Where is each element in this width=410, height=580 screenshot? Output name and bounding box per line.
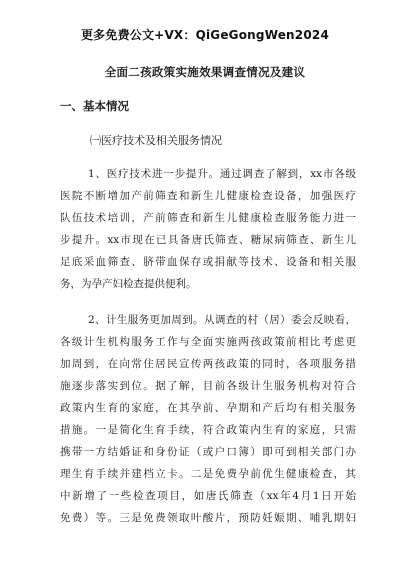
- paragraph-line: 理生育手续并建档立卡。二是免费孕前优生健康检查，其: [60, 468, 356, 480]
- paragraph-line: 医院不断增加产前筛查和新生儿健康检查设备，加强医疗: [60, 190, 356, 202]
- section-heading: 一、基本情况: [60, 99, 129, 113]
- paragraph-medical-technology: [60, 163, 356, 295]
- paragraph-line: 务，为孕产妇检查提供便利。: [60, 278, 197, 290]
- subsection-heading: ㈠医疗技术及相关服务情况: [90, 134, 222, 147]
- paragraph-line: 措施。一是简化生育手续，符合政策内生育的家庭，只需: [60, 424, 356, 436]
- paragraph-line: 步提升。xx市现在已具备唐氏筛查、糖尿病筛查、新生儿: [60, 234, 356, 246]
- paragraph-line: 加周到，在向常住居民宣传两孩政策的同时，各项服务措: [60, 358, 356, 370]
- paragraph-line: 足底采血筛查、脐带血保存或捐献等技术、设备和相关服: [60, 256, 356, 268]
- paragraph-line: 2、计生服务更加周到。从调查的村（居）委会反映看，: [88, 314, 356, 326]
- paragraph-family-planning-services: [60, 309, 356, 529]
- paragraph-line: 携带一方结婚证和身份证（或户口簿）即可到相关部门办: [60, 446, 356, 458]
- paragraph-line: 免费）等。三是免费领取叶酸片，预防妊娠期、哺乳期妇: [60, 512, 356, 524]
- paragraph-line: 政策内生育的家庭，在其孕前、孕期和产后均有相关服务: [60, 402, 356, 414]
- paragraph-line: 各级计生机构服务工作与全面实施两孩政策前相比考虑更: [60, 336, 356, 348]
- paragraph-line: 中新增了一些检查项目，如唐氏筛查（xx年4月1日开始: [60, 490, 356, 502]
- watermark-header: 更多免费公文+VX：QiGeGongWen2024: [80, 28, 329, 42]
- document-title: 全面二孩政策实施效果调查情况及建议: [104, 65, 306, 79]
- paragraph-line: 施逐步落实到位。据了解，目前各级计生服务机构对符合: [60, 380, 356, 392]
- paragraph-line: 队伍技术培训，产前筛查和新生儿健康检查服务能力进一: [60, 212, 356, 224]
- paragraph-line: 1、医疗技术进一步提升。通过调查了解到，xx市各级: [88, 168, 356, 180]
